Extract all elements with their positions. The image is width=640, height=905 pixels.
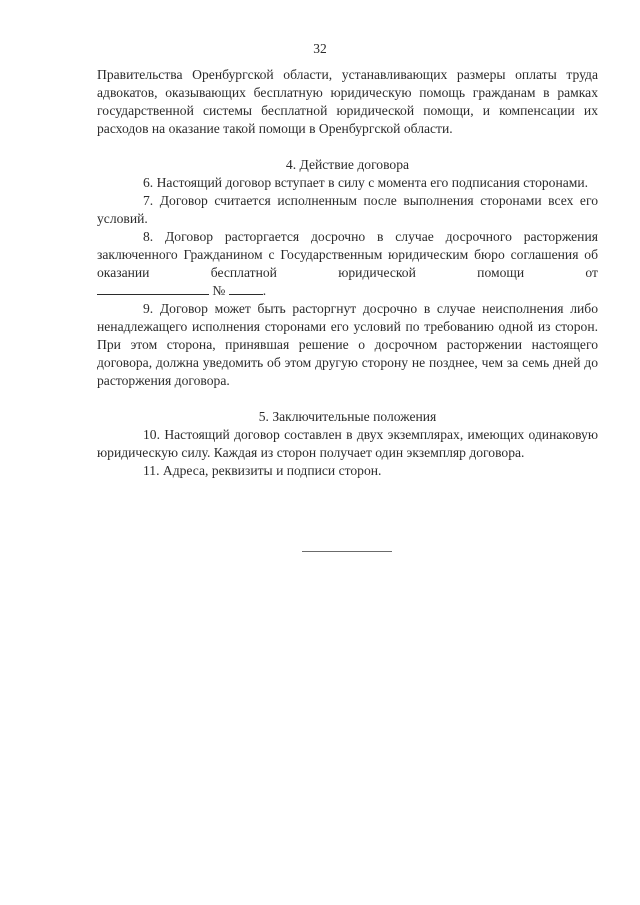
number-sign: № [212, 283, 226, 298]
section-spacer [97, 390, 598, 408]
clause-8-text: 8. Договор расторгается досрочно в случае досрочного расторжения заключенного Гражданином с Государственным юридическим бюро соглашения об оказании бесплатной юридической помощи от [97, 229, 598, 280]
clause-9: 9. Договор может быть расторгнут досрочно в случае неисполнения либо ненадлежащего исполнения сторонами его условий по требованию одной из сторон. При этом сторона, принявшая решение о досрочном расторжении настоящего договора, должна уведомить об этом другую сторону не позднее, чем за семь дней до расторжения договора. [97, 301, 598, 388]
clause-10: 10. Настоящий договор составлен в двух экземплярах, имеющих одинаковую юридическую силу. Каждая из сторон получает один экземпляр договора. [97, 427, 598, 460]
document-body [97, 66, 598, 480]
section-4-heading: 4. Действие договора [285, 157, 410, 172]
agreement-number-blank [229, 282, 263, 295]
clause-11: 11. Адреса, реквизиты и подписи сторон. [143, 463, 382, 478]
clause-7: 7. Договор считается исполненным после выполнения сторонами всех его условий. [97, 193, 598, 226]
clause-6: 6. Настоящий договор вступает в силу с момента его подписания сторонами. [143, 175, 589, 190]
end-of-text-rule [302, 551, 392, 552]
clause-8-continuation [97, 282, 598, 300]
page-number: 32 [313, 41, 327, 56]
section-5-heading: 5. Заключительные положения [258, 409, 437, 424]
intro-paragraph: Правительства Оренбургской области, устанавливающих размеры оплаты труда адвокатов, оказывающих бесплатную юридическую помощь гражданам в рамках государственной системы бесплатной юридической помощи, и компенсации их расходов на оказание такой помощи в Оренбургской области. [97, 67, 598, 136]
clause-8-period: . [262, 283, 267, 298]
clause-8 [97, 228, 598, 282]
agreement-date-blank [97, 282, 209, 295]
section-spacer [97, 138, 598, 156]
